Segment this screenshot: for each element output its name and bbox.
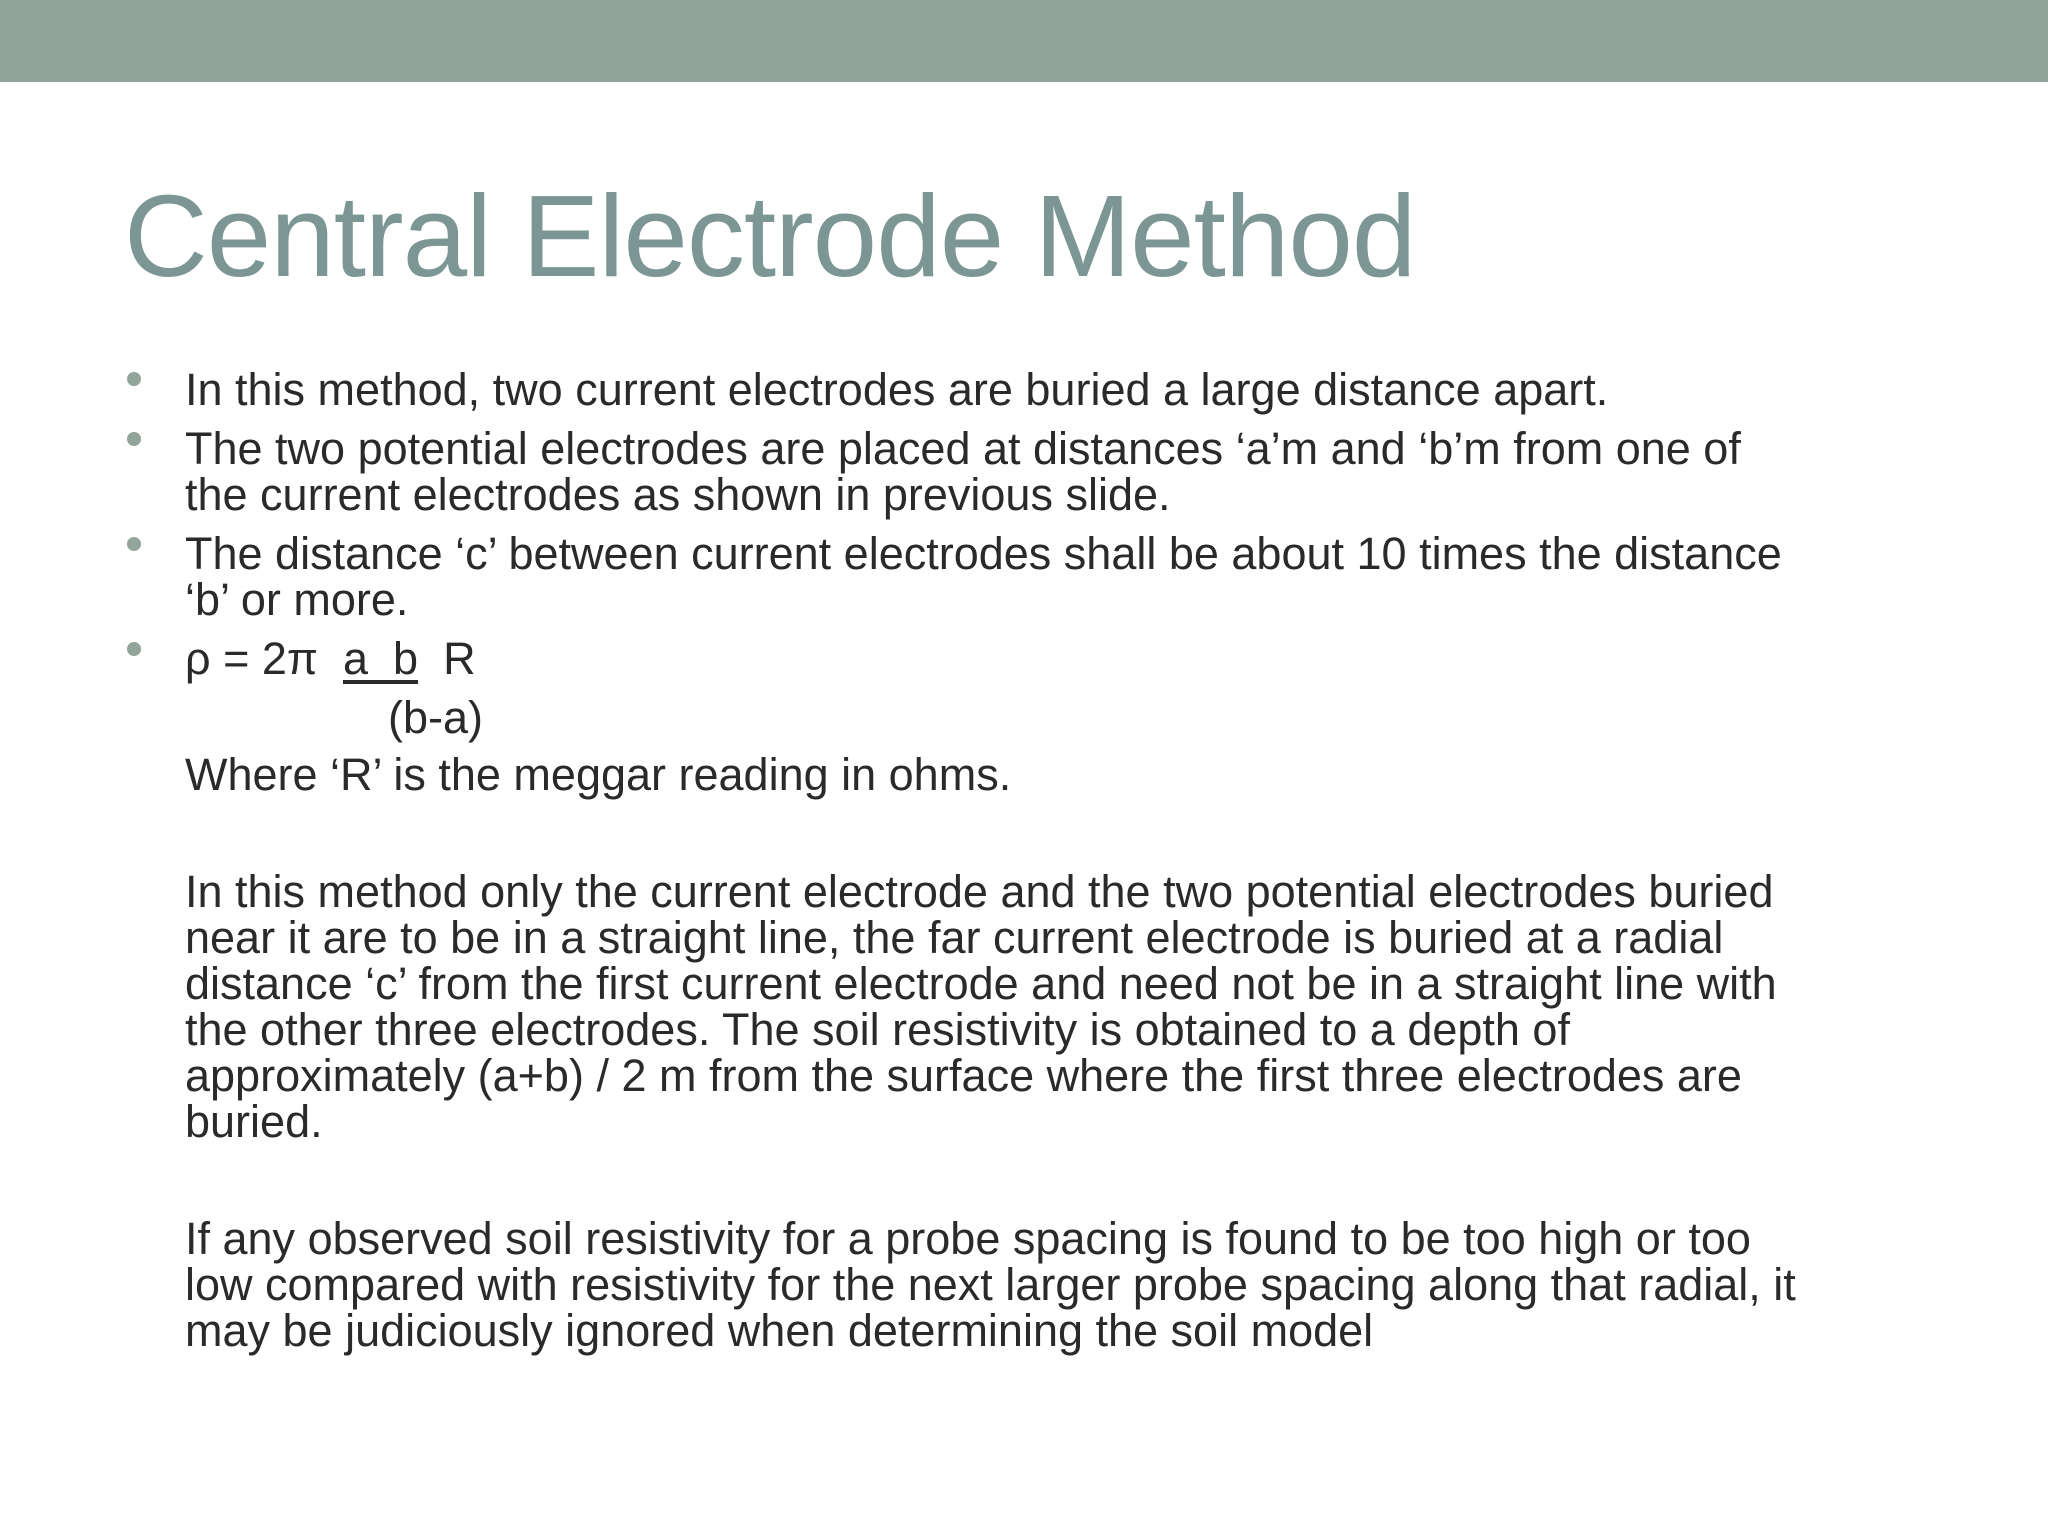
formula-denominator: (b-a) [388,692,484,743]
paragraph-1-line-1: In this method only the current electrode and the two potential electrodes buried [185,866,1774,917]
paragraph-1-line-6: buried. [185,1096,323,1147]
where-line: Where ‘R’ is the meggar reading in ohms. [185,749,1012,800]
bullet-dot [127,642,141,656]
header-bar [0,0,2048,82]
formula-suffix: R [443,633,476,684]
paragraph-2-line-2: low compared with resistivity for the next larger probe spacing along that radial, it [185,1259,1796,1310]
formula-numerator: a b [342,633,419,684]
bullet-3-line-1: The distance ‘c’ between current electrodes shall be about 10 times the distance [185,528,1782,579]
paragraph-1-line-3: distance ‘c’ from the first current electrode and need not be in a straight line with [185,958,1777,1009]
paragraph-2-line-1: If any observed soil resistivity for a probe spacing is found to be too high or too [185,1213,1751,1264]
paragraph-1-line-5: approximately (a+b) / 2 m from the surface where the first three electrodes are [185,1050,1742,1101]
bullet-2-line-1: The two potential electrodes are placed at distances ‘a’m and ‘b’m from one of [185,423,1741,474]
formula-line [185,633,476,684]
formula-prefix: ρ = 2π [185,633,318,684]
bullet-dot [127,432,141,446]
bullet-3-line-2: ‘b’ or more. [185,574,409,625]
paragraph-1-line-4: the other three electrodes. The soil resistivity is obtained to a depth of [185,1004,1570,1055]
slide-title: Central Electrode Method [124,171,1416,301]
bullet-2-line-2: the current electrodes as shown in previous slide. [185,469,1171,520]
bullet-dot [127,537,141,551]
paragraph-1-line-2: near it are to be in a straight line, the far current electrode is buried at a radial [185,912,1724,963]
paragraph-2-line-3: may be judiciously ignored when determining the soil model [185,1305,1374,1356]
bullet-dot [127,372,141,386]
bullet-1-line-1: In this method, two current electrodes are buried a large distance apart. [185,364,1609,415]
